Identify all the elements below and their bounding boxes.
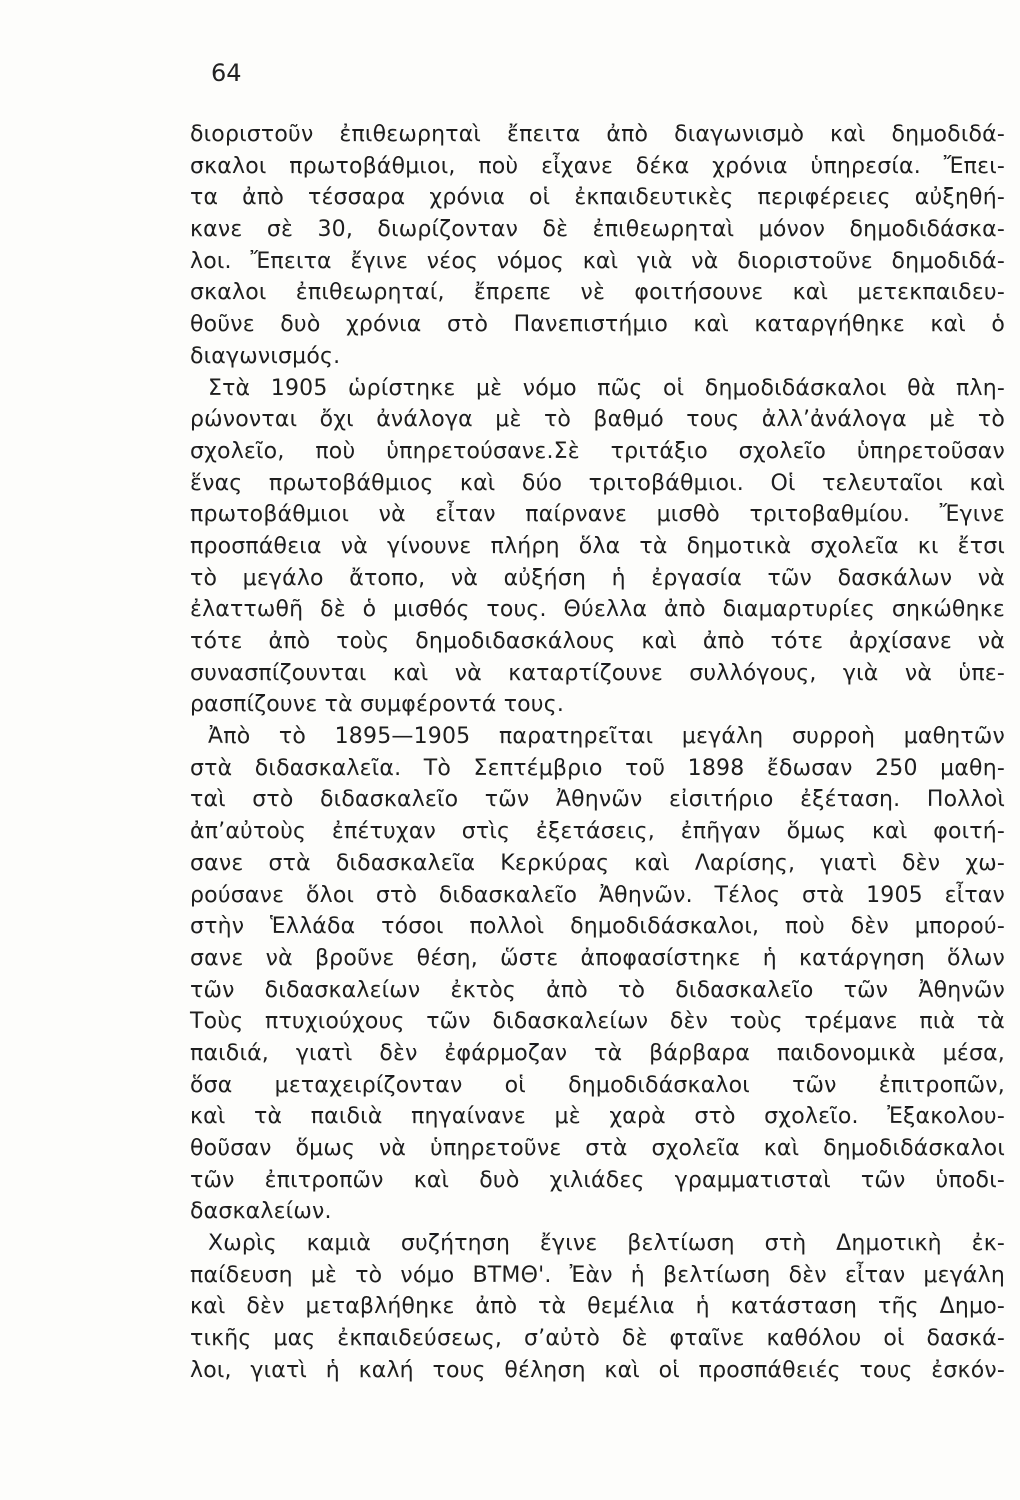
text-line: σανε νὰ βροῦνε θέση, ὥστε ἀποφασίστηκε ἡ κατάργηση ὅλων [190, 945, 1005, 971]
text-line: προσπάθεια νὰ γίνουνε πλήρη ὅλα τὰ δημοτικὰ σχολεῖα κι ἔτσι [190, 533, 1005, 559]
text-line: διοριστοῦν ἐπιθεωρηταὶ ἔπειτα ἀπὸ διαγωνισμὸ καὶ δημοδιδά- [190, 122, 1005, 147]
text-line: ρούσανε ὅλοι στὸ διδασκαλεῖο Ἀθηνῶν. Τέλος στὰ 1905 εἶταν [190, 882, 1005, 908]
text-line: καὶ δὲν μεταβλήθηκε ἀπὸ τὰ θεμέλια ἡ κατάσταση τῆς Δημο- [190, 1294, 1005, 1320]
text-line: ρώνονται ὄχι ἀνάλογα μὲ τὸ βαθμό τους ἀλλ’ἀνάλογα μὲ τὸ [190, 407, 1005, 433]
text-line: παιδιά, γιατὶ δὲν ἐφάρμοζαν τὰ βάρβαρα παιδονομικὰ μέσα, [190, 1040, 1005, 1066]
text-line: συνασπίζουνται καὶ νὰ καταρτίζουνε συλλόγους, γιὰ νὰ ὑπε- [190, 660, 1005, 686]
text-line: ἀπ’αὐτοὺς ἐπέτυχαν στὶς ἐξετάσεις, ἐπῆγαν ὅμως καὶ φοιτή- [190, 819, 1005, 845]
text-line: λοι, γιατὶ ἡ καλή τους θέληση καὶ οἱ προσπάθειές τους ἐσκόν- [190, 1357, 1005, 1383]
text-line: τα ἀπὸ τέσσαρα χρόνια οἱ ἐκπαιδευτικὲς περιφέρειες αὐξηθή- [190, 185, 1005, 211]
text-line: παίδευση μὲ τὸ νόμο ΒΤΜΘ'. Ἐὰν ἡ βελτίωση δὲν εἶταν μεγάλη [190, 1262, 1005, 1288]
page-number: 64 [211, 59, 242, 87]
text-line: στὴν Ἑλλάδα τόσοι πολλοὶ δημοδιδάσκαλοι, ποὺ δὲν μπορού- [190, 914, 1005, 940]
text-line: τὸ μεγάλο ἄτοπο, νὰ αὐξήση ἡ ἐργασία τῶν δασκάλων νὰ [190, 565, 1005, 591]
text-line: Τοὺς πτυχιούχους τῶν διδασκαλείων δὲν τοὺς τρέμανε πιὰ τὰ [190, 1009, 1005, 1035]
paragraph-end-line: δασκαλείων. [190, 1199, 332, 1225]
text-line: τῶν διδασκαλείων ἐκτὸς ἀπὸ τὸ διδασκαλεῖο τῶν Ἀθηνῶν [190, 977, 1005, 1003]
text-line: καὶ τὰ παιδιὰ πηγαίνανε μὲ χαρὰ στὸ σχολεῖο. Ἐξακολου- [190, 1104, 1005, 1130]
text-line: σκαλοι πρωτοβάθμιοι, ποὺ εἶχανε δέκα χρόνια ὑπηρεσία. Ἔπει- [190, 153, 1005, 179]
text-line: τῶν ἐπιτροπῶν καὶ δυὸ χιλιάδες γραμματισταὶ τῶν ὑποδι- [190, 1167, 1005, 1193]
text-line: ταὶ στὸ διδασκαλεῖο τῶν Ἀθηνῶν εἰσιτήριο ἐξέταση. Πολλοὶ [190, 787, 1005, 813]
text-line: τότε ἀπὸ τοὺς δημοδιδασκάλους καὶ ἀπὸ τότε ἀρχίσανε νὰ [190, 629, 1005, 654]
text-line: κανε σὲ 30, διωρίζονταν δὲ ἐπιθεωρηταὶ μόνον δημοδιδάσκα- [190, 217, 1005, 243]
text-line: ὅσα μεταχειρίζονταν οἱ δημοδιδάσκαλοι τῶν ἐπιτροπῶν, [190, 1072, 1005, 1098]
paragraph-end-line: ρασπίζουνε τὰ συμφέροντά τους. [190, 692, 565, 718]
text-line: ἐλαττωθῆ δὲ ὁ μισθός τους. Θύελλα ἀπὸ διαμαρτυρίες σηκώθηκε [190, 597, 1005, 623]
paragraph-start-line: Στὰ 1905 ὡρίστηκε μὲ νόμο πῶς οἱ δημοδιδάσκαλοι θὰ πλη- [208, 375, 1005, 401]
text-line: στὰ διδασκαλεῖα. Τὸ Σεπτέμβριο τοῦ 1898 ἔδωσαν 250 μαθη- [190, 755, 1005, 781]
text-line: σανε στὰ διδασκαλεῖα Κερκύρας καὶ Λαρίσης, γιατὶ δὲν χω- [190, 850, 1005, 876]
text-line: θοῦνε δυὸ χρόνια στὸ Πανεπιστήμιο καὶ καταργήθηκε καὶ ὁ [190, 312, 1005, 338]
paragraph-end-line: διαγωνισμός. [190, 343, 341, 369]
body-text [190, 119, 1005, 1387]
text-line: ἕνας πρωτοβάθμιος καὶ δύο τριτοβάθμιοι. Οἱ τελευταῖοι καὶ [190, 470, 1005, 496]
text-line: τικῆς μας ἐκπαιδεύσεως, σ’αὐτὸ δὲ φταῖνε καθόλου οἱ δασκά- [190, 1326, 1005, 1352]
paragraph-start-line: Ἀπὸ τὸ 1895—1905 παρατηρεῖται μεγάλη συρροὴ μαθητῶν [208, 724, 1005, 750]
text-line: σχολεῖο, ποὺ ὑπηρετούσανε.Σὲ τριτάξιο σχολεῖο ὑπηρετοῦσαν [190, 438, 1005, 464]
paragraph-start-line: Χωρὶς καμιὰ συζήτηση ἔγινε βελτίωση στὴ Δημοτικὴ ἐκ- [208, 1231, 1005, 1257]
text-line: λοι. Ἔπειτα ἔγινε νέος νόμος καὶ γιὰ νὰ διοριστοῦνε δημοδιδά- [190, 248, 1005, 274]
text-line: θοῦσαν ὅμως νὰ ὑπηρετοῦνε στὰ σχολεῖα καὶ δημοδιδάσκαλοι [190, 1136, 1005, 1161]
text-line: σκαλοι ἐπιθεωρηταί, ἔπρεπε νὲ φοιτήσουνε καὶ μετεκπαιδευ- [190, 280, 1005, 306]
text-line: πρωτοβάθμιοι νὰ εἶταν παίρνανε μισθὸ τριτοβαθμίου. Ἔγινε [190, 502, 1005, 528]
